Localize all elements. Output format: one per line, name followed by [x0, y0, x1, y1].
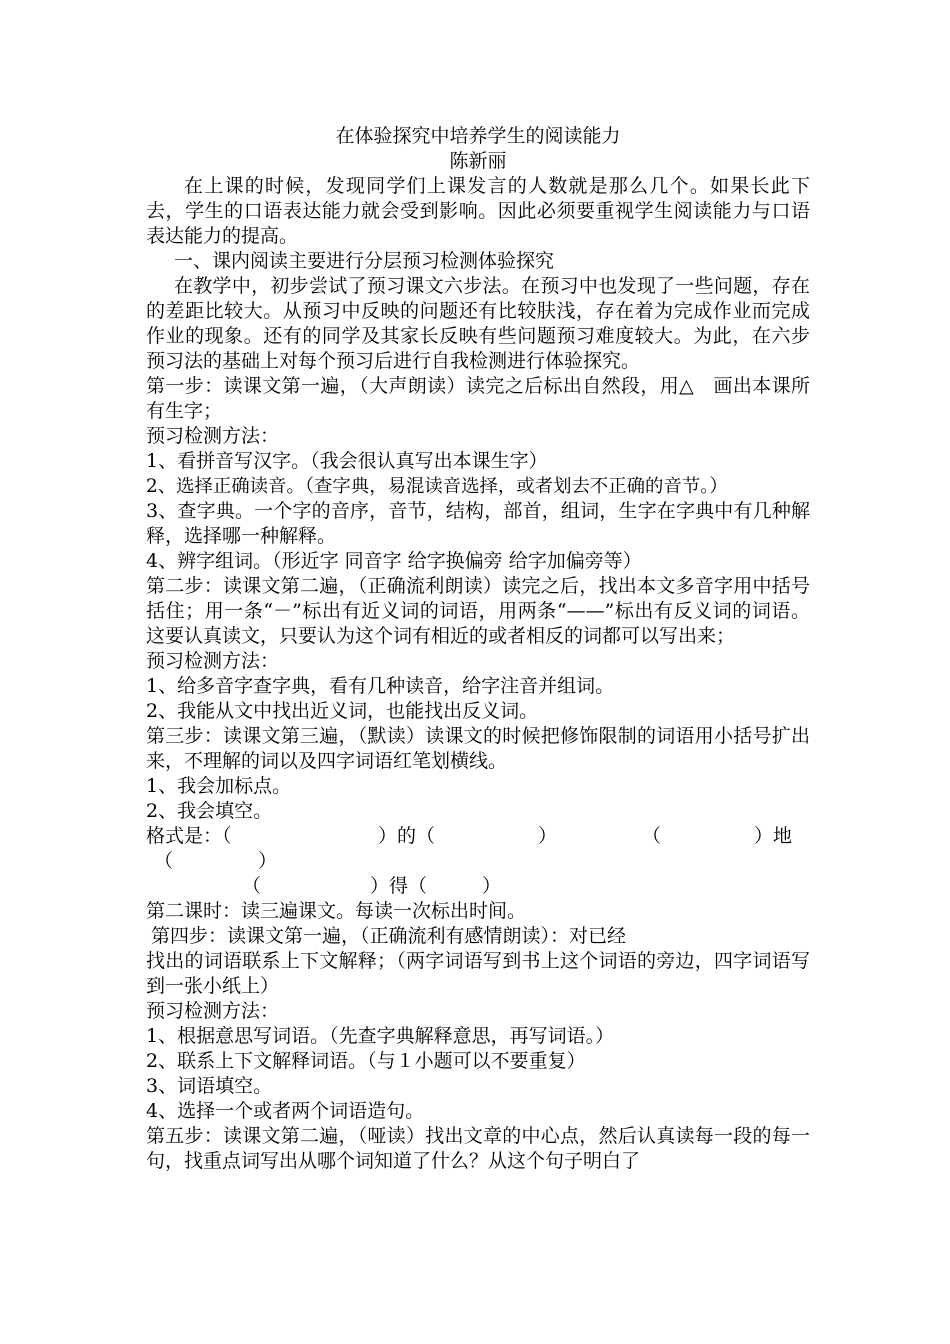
format-part: ）得（	[370, 875, 428, 897]
method-label: 预习检测方法：	[146, 650, 280, 672]
fill-format-line	[146, 849, 810, 874]
step-two: 第二步：读课文第二遍，（正确流利朗读）读完之后，找出本文多音字用中括号括住；用一条“－”标出有近义词的词语，用两条“——”标出有反义词的词语。这要认真读文，只要认为这个词有相近的或者相反的词都可以写出来；	[146, 575, 810, 647]
list-item: 1、看拼音写汉字。（我会很认真写出本课生字）	[146, 450, 548, 472]
step-five: 第五步：读课文第二遍，（哑读）找出文章的中心点，然后认真读每一段的每一句，找重点词写出从哪个词知道了什么？从这个句子明白了	[146, 1125, 810, 1172]
step-one: 第一步：读课文第一遍，（大声朗读）读完之后标出自然段，用△ 画出本课所有生字；	[146, 375, 810, 422]
format-part: ）	[482, 875, 502, 897]
format-part: （	[642, 825, 662, 847]
format-part: （	[154, 850, 174, 872]
list-item: 4、选择一个或者两个词语造句。	[146, 1100, 425, 1122]
format-part: （	[242, 875, 262, 897]
document-body	[146, 124, 810, 1174]
list-item: 1、给多音字查字典，看有几种读音，给字注音并组词。	[146, 675, 615, 697]
format-part: ）	[258, 850, 278, 872]
format-part: ）的（	[378, 825, 436, 847]
list-item: 2、选择正确读音。（查字典，易混读音选择，或者划去不正确的音节。）	[146, 476, 728, 497]
fill-format-line	[146, 824, 810, 849]
document-title: 在体验探究中培养学生的阅读能力	[335, 125, 621, 147]
format-part: ）地	[754, 825, 793, 847]
list-item: 2、我能从文中找出近义词，也能找出反义词。	[146, 700, 539, 722]
format-part: 格式是：（	[146, 825, 232, 847]
format-part: ）	[538, 825, 558, 847]
list-item: 4、辨字组词。（形近字 同音字 给字换偏旁 给字加偏旁等）	[146, 550, 642, 572]
list-item: 2、我会填空。	[146, 800, 273, 822]
step-four: 第四步：读课文第一遍，（正确流利有感情朗读）：对已经	[151, 925, 627, 947]
list-item: 3、查字典。一个字的音序，音节，结构，部首，组词，生字在字典中有几种解释，选择哪一种解释。	[146, 500, 810, 547]
lesson-two: 第二课时：读三遍课文。每读一次标出时间。	[146, 900, 527, 922]
method-label: 预习检测方法：	[146, 425, 280, 447]
step-four-continued: 找出的词语联系上下文解释；（两字词语写到书上这个词语的旁边，四字词语写到一张小纸上）	[146, 950, 810, 997]
section-heading: 一、课内阅读主要进行分层预习检测体验探究	[174, 250, 555, 272]
fill-format-line	[146, 874, 810, 899]
step-three: 第三步：读课文第三遍，（默读）读课文的时候把修饰限制的词语用小括号扩出来，不理解的词以及四字词语红笔划横线。	[146, 725, 810, 772]
list-item: 3、词语填空。	[146, 1075, 273, 1097]
intro-paragraph: 在上课的时候，发现同学们上课发言的人数就是那么几个。如果长此下去，学生的口语表达能力就会受到影响。因此必须要重视学生阅读能力与口语表达能力的提高。	[146, 175, 810, 247]
list-item: 1、根据意思写词语。（先查字典解释意思，再写词语。）	[146, 1025, 615, 1047]
list-item: 1、我会加标点。	[146, 775, 292, 797]
method-label: 预习检测方法：	[146, 1000, 280, 1022]
list-item: 2、联系上下文解释词语。（与１小题可以不要重复）	[146, 1050, 586, 1072]
section-paragraph: 在教学中，初步尝试了预习课文六步法。在预习中也发现了一些问题，存在的差距比较大。从预习中反映的问题还有比较肤浅，存在着为完成作业而完成作业的现象。还有的同学及其家长反映有些问题预习难度较大。为此，在六步预习法的基础上对每个预习后进行自我检测进行体验探究。	[146, 275, 810, 372]
document-author: 陈新丽	[449, 150, 507, 172]
